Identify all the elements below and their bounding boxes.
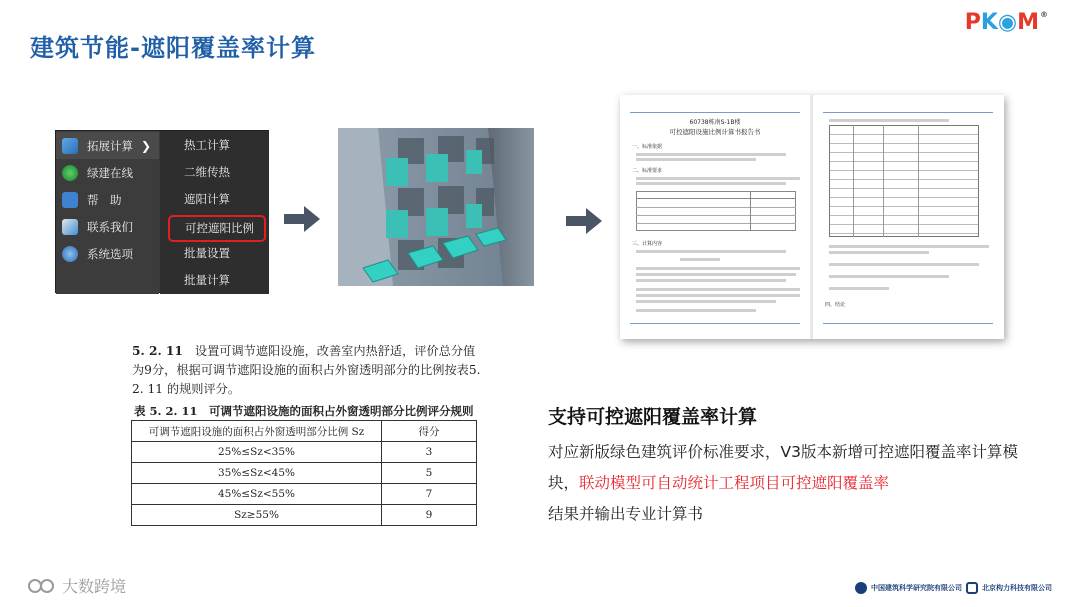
pkpm-company-logo-icon [966, 582, 978, 594]
report-heading-1: 60738栋南S-1B楼 [689, 119, 741, 126]
submenu-batch-settings[interactable]: 批量设置 [184, 246, 230, 260]
watermark: 大数跨境 [28, 574, 126, 597]
table-header-cell: 可调节遮阳设施的面积占外窗透明部分比例 Sz [132, 421, 382, 442]
scoring-rules-table [131, 420, 477, 526]
footer-organization-logos: 中国建筑科学研究院有限公司 北京构力科技有限公司 [855, 582, 1052, 594]
feature-description: 对应新版绿色建筑评价标准要求，V3版本新增可控遮阳覆盖率计算模块，联动模型可自动统计工程项目可控遮阳覆盖率 结果并输出专业计算书 [548, 443, 1018, 523]
table-header-row [132, 421, 477, 442]
page-title: 建筑节能-遮阳覆盖率计算 [30, 34, 316, 62]
menu-item-contact[interactable]: 联系我们 [56, 213, 159, 240]
report-section: 一、标准依据 [632, 144, 663, 150]
table-cell: 35%≤Sz<45% [132, 463, 382, 484]
table-row [132, 442, 477, 463]
submenu-batch-calc[interactable]: 批量计算 [184, 273, 230, 287]
table-row [132, 505, 477, 526]
contact-users-icon [62, 219, 78, 235]
table-cell: 5 [382, 463, 477, 484]
pkpm-logo: P K ◉ M ® [964, 10, 1048, 35]
table-cell: 25%≤Sz<35% [132, 442, 382, 463]
table-cell: 9 [382, 505, 477, 526]
arrow-right-icon [284, 206, 320, 232]
report-section: 三、计算内容 [632, 241, 663, 247]
report-page-2 [813, 95, 1004, 339]
chevron-right-icon: ❯ [140, 138, 151, 153]
menu-item-green-online[interactable]: 绿建在线 [56, 159, 159, 186]
arrow-right-icon [566, 208, 602, 234]
calculator-icon [62, 138, 78, 154]
table-row [132, 484, 477, 505]
calculation-report-preview [620, 95, 1004, 339]
feature-highlight: 联动模型可自动统计工程项目可控遮阳覆盖率 [579, 474, 890, 492]
globe-icon [62, 165, 78, 181]
help-book-icon [62, 192, 78, 208]
submenu-shading-calc[interactable]: 遮阳计算 [184, 192, 230, 206]
standard-table-title: 表 5. 2. 11 可调节遮阳设施的面积占外窗透明部分比例评分规则 [134, 404, 474, 418]
building-model-image [338, 128, 534, 286]
submenu-thermal-calc[interactable]: 热工计算 [184, 138, 230, 152]
settings-gear-icon [62, 246, 78, 262]
watermark-logo-icon [28, 577, 56, 595]
submenu-panel [160, 131, 269, 294]
software-menu-screenshot [55, 130, 269, 293]
menu-item-extended-calc[interactable]: 拓展计算 ❯ [56, 132, 159, 159]
report-section: 二、标准要求 [632, 168, 663, 174]
table-header-cell: 得分 [382, 421, 477, 442]
report-page-1 [620, 95, 810, 339]
feature-title: 支持可控遮阳覆盖率计算 [548, 406, 758, 428]
table-cell: 45%≤Sz<55% [132, 484, 382, 505]
table-cell: 3 [382, 442, 477, 463]
report-conclusion: 四、结论 [825, 302, 846, 308]
table-row [132, 463, 477, 484]
submenu-2d-heat-transfer[interactable]: 二维传热 [184, 165, 230, 179]
report-heading-2: 可控遮阳设施比例计算书报告书 [669, 128, 761, 136]
menu-item-system-options[interactable]: 系统选项 [56, 240, 159, 267]
cabr-logo-icon [855, 582, 867, 594]
menu-item-help[interactable]: 帮 助 [56, 186, 159, 213]
table-cell: Sz≥55% [132, 505, 382, 526]
menu-left-panel [56, 131, 159, 294]
standard-clause: 5. 2. 11 设置可调节遮阳设施，改善室内热舒适，评价总分值为9分，根据可调节遮阳设施的面积占外窗透明部分的比例按表5. 2. 11 的规则评分。 [132, 344, 481, 396]
submenu-controllable-shading-ratio[interactable]: 可控遮阳比例 [168, 215, 266, 242]
table-cell: 7 [382, 484, 477, 505]
